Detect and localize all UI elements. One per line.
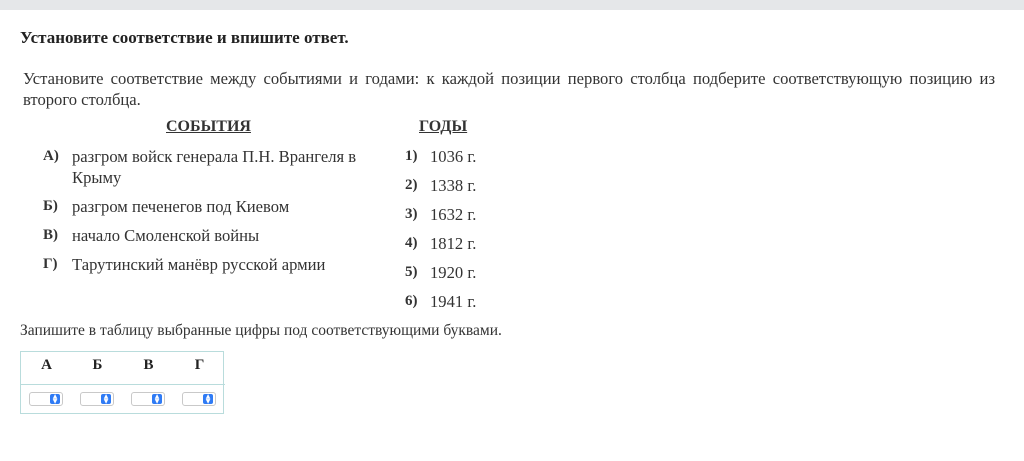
chevron-updown-icon: ▲ ▼ (101, 394, 111, 404)
event-letter: Б) (43, 198, 58, 214)
answer-select-b[interactable] (80, 392, 114, 406)
year-text: 1632 г. (430, 205, 477, 224)
answer-cell-v (123, 384, 174, 414)
event-item-g (43, 254, 383, 275)
answer-header-v: В (143, 357, 154, 373)
year-item-6 (405, 291, 476, 312)
answer-cell-g (174, 384, 225, 414)
year-number: 4) (405, 235, 418, 251)
year-text: 1812 г. (430, 234, 477, 253)
year-text: 1338 г. (430, 176, 477, 195)
chevron-updown-icon: ▲ ▼ (50, 394, 60, 404)
event-letter: В) (43, 227, 58, 243)
event-letter: А) (43, 148, 59, 164)
answer-table (20, 351, 224, 414)
year-number: 1) (405, 148, 418, 164)
event-text: Тарутинский манёвр русской армии (72, 255, 326, 274)
events-column-header: СОБЫТИЯ (166, 118, 251, 135)
year-item-4 (405, 233, 476, 254)
year-text: 1036 г. (430, 147, 477, 166)
year-item-1 (405, 146, 476, 167)
chevron-updown-icon: ▲ ▼ (152, 394, 162, 404)
answer-select-v[interactable] (131, 392, 165, 406)
top-bar (0, 0, 1024, 10)
answer-header-a: А (41, 357, 52, 373)
year-item-2 (405, 175, 476, 196)
event-text: разгром войск генерала П.Н. Врангеля в Крыму (72, 147, 357, 187)
task-instruction: Установите соответствие между событиями и годами: к каждой позиции первого столбца подберите соответствующую позицию из второго столбца. (23, 69, 995, 109)
years-column-header: ГОДЫ (419, 118, 468, 135)
answer-note: Запишите в таблицу выбранные цифры под соответствующими буквами. (20, 322, 502, 339)
event-item-v (43, 225, 383, 246)
answer-header-g: Г (194, 357, 205, 373)
year-number: 3) (405, 206, 418, 222)
year-number: 2) (405, 177, 418, 193)
year-text: 1941 г. (430, 292, 477, 311)
event-text: разгром печенегов под Киевом (72, 197, 290, 216)
chevron-updown-icon: ▲ ▼ (203, 394, 213, 404)
year-item-3 (405, 204, 476, 225)
answer-select-a[interactable] (29, 392, 63, 406)
year-number: 5) (405, 264, 418, 280)
event-text: начало Смоленской войны (72, 226, 260, 245)
year-text: 1920 г. (430, 263, 477, 282)
answer-select-g[interactable] (182, 392, 216, 406)
answer-header-b: Б (92, 357, 103, 373)
year-item-5 (405, 262, 476, 283)
event-item-b (43, 196, 383, 217)
year-number: 6) (405, 293, 418, 309)
event-letter: Г) (43, 256, 58, 272)
event-item-a (43, 146, 383, 188)
task-heading: Установите соответствие и впишите ответ. (20, 28, 349, 47)
answer-cell-b (72, 384, 123, 414)
answer-cell-a (21, 384, 72, 414)
